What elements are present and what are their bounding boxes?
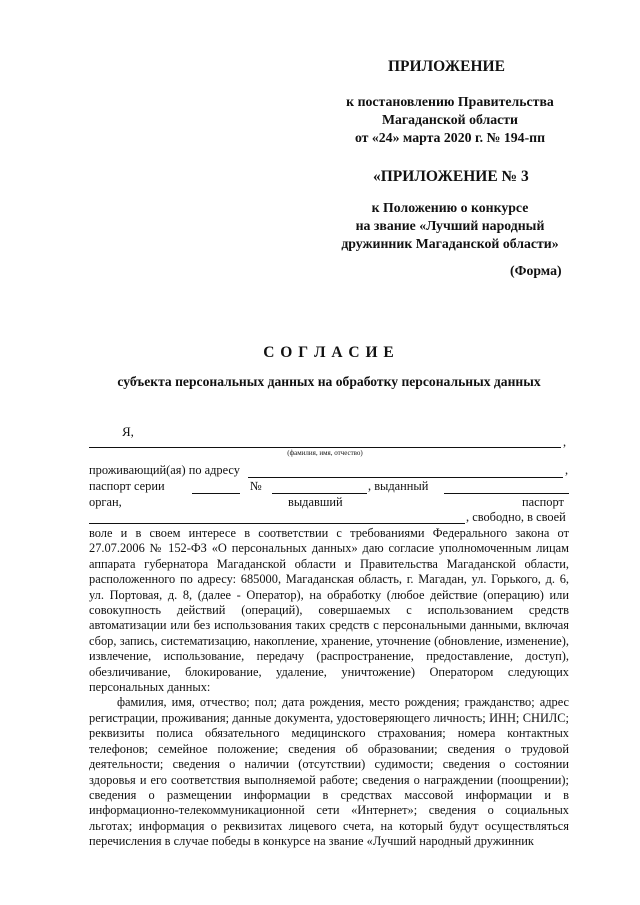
consent-paragraph-1: воле и в своем интересе в соответствии с требованиями Федерального закона от 27.07.2006 № 152-ФЗ «О персональных данных» даю согласие уполномоченным лицам аппарата губернатора Магаданской области и Правительства Магаданской области, расположенного по адресу: 685000, Магаданская область, г. Магадан, ул. Горького, д. 6, ул. Портовая, д. 8, (далее - Оператор), на обработку (любое действие (операцию) или совокупность действий (операций), совершаемых с использованием средств автоматизации или без использования таких средств с персональными данными, включая сбор, запись, систематизацию, накопление, хранение, уточнение (обновление, изменение), извлечение, использование, передачу (распространение, предоставление, доступ), обезличивание, блокирование, удаление, уничтожение) Оператором следующих персональных данных: [89,526,569,695]
address-label: проживающий(ая) по адресу [89,463,240,477]
resolution-line-1: к постановлению Правительства [346,94,554,109]
regulation-line-3: дружинник Магаданской области» [341,236,559,251]
issued-by-line[interactable] [444,493,569,494]
passport-series-label: паспорт серии [89,479,165,493]
i-label: Я, [122,424,134,439]
appendix-heading: ПРИЛОЖЕНИЕ [388,58,505,75]
organ-label: орган, [89,495,122,509]
document-subtitle: субъекта персональных данных на обработку персональных данных [117,374,541,389]
consent-body [89,526,569,850]
passport-number-label: № [250,479,262,493]
form-label: (Форма) [510,263,562,278]
passport-series-line[interactable] [192,493,240,494]
regulation-line-1: к Положению о конкурсе [371,200,529,215]
consent-paragraph-2: фамилия, имя, отчество; пол; дата рождения, место рождения; гражданство; адрес регистрации, проживания; данные документа, удостоверяющего личность; ИНН; СНИЛС; реквизиты полиса обязательного медицинского страхования; номера контактных телефонов; семейное положение; сведения об образовании; сведения о трудовой деятельности; сведения о наличии (отсутствии) судимости; сведения о состоянии здоровья и его соответствия выполняемой работе; сведения о награждении (поощрении); сведения о размещении информации в средствах массовой информации и в информационно-телекоммуникационной сети «Интернет»; сведения о социальных льготах; информация о реквизитах лицевого счета, на который будут осуществляться перечисления в случае победы в конкурсе на звание «Лучший народный дружинник [89,695,569,849]
appendix-3-heading: «ПРИЛОЖЕНИЕ № 3 [373,168,529,185]
issued-label: , выданный [368,479,429,493]
freely-label: , свободно, в своей [466,510,566,524]
passport-number-line[interactable] [272,493,367,494]
issued-by-label: выдавший [288,495,343,509]
address-line[interactable] [248,477,563,478]
resolution-line-2: Магаданской области [381,112,519,127]
regulation-line-2: на звание «Лучший народный [355,218,545,233]
document-title: С О Г Л А С И Е [263,344,395,361]
passport-label: паспорт [522,495,564,509]
full-name-line[interactable] [89,447,561,448]
name-comma: , [563,435,567,449]
address-comma: , [565,463,569,477]
issuer-line[interactable] [89,523,465,524]
resolution-line-3: от «24» марта 2020 г. № 194-пп [354,130,546,145]
full-name-hint: (фамилия, имя, отчество) [287,449,363,457]
